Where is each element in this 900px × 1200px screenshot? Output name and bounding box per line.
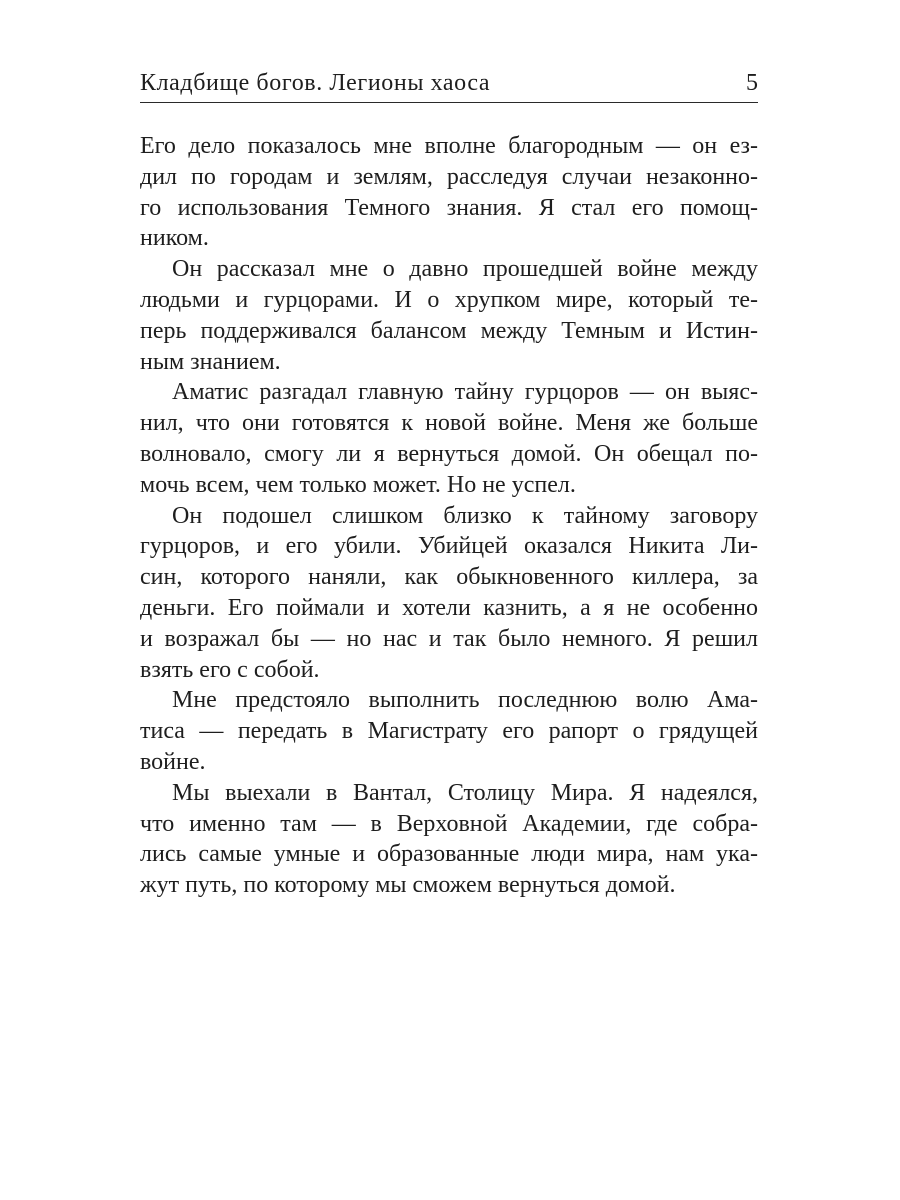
text-line: ным знанием. bbox=[140, 348, 281, 375]
running-title: Кладбище богов. Легионы хаоса bbox=[140, 70, 491, 96]
text-line: что именно там — в Верховной Академии, где собра- bbox=[140, 810, 758, 837]
text-line: Аматис разгадал главную тайну гурцоров — он выяс- bbox=[172, 379, 758, 406]
text-line: войне. bbox=[140, 748, 206, 775]
text-line: мочь всем, чем только может. Но не успел. bbox=[140, 471, 576, 498]
text-line: го использования Темного знания. Я стал его помощ- bbox=[140, 194, 758, 221]
text-line: Он подошел слишком близко к тайному заговору bbox=[172, 502, 758, 529]
page-number: 5 bbox=[746, 70, 758, 96]
text-line: Мне предстояло выполнить последнюю волю Ама- bbox=[172, 687, 758, 714]
text-line: Он рассказал мне о давно прошедшей войне между bbox=[172, 256, 758, 283]
text-line: нил, что они готовятся к новой войне. Меня же больше bbox=[140, 410, 758, 437]
text-line: Мы выехали в Вантал, Столицу Мира. Я надеялся, bbox=[172, 779, 758, 806]
text-line: Его дело показалось мне вполне благородным — он ез- bbox=[140, 133, 758, 159]
text-line: син, которого наняли, как обыкновенного киллера, за bbox=[140, 564, 758, 591]
running-header bbox=[140, 68, 758, 103]
text-line: волновало, смогу ли я вернуться домой. Он обещал по- bbox=[140, 440, 758, 467]
text-line: лись самые умные и образованные люди мира, нам ука- bbox=[140, 841, 758, 868]
text-line: перь поддерживался балансом между Темным и Истин- bbox=[140, 317, 758, 344]
text-line: жут путь, по которому мы сможем вернуться домой. bbox=[140, 872, 676, 899]
text-line: гурцоров, и его убили. Убийцей оказался Никита Ли- bbox=[140, 533, 758, 560]
text-line: взять его с собой. bbox=[140, 656, 320, 683]
text-line: деньги. Его поймали и хотели казнить, а я не особенно bbox=[140, 594, 758, 621]
text-line: ником. bbox=[140, 225, 209, 252]
text-line: и возражал бы — но нас и так было немного. Я решил bbox=[140, 625, 758, 652]
text-line: людьми и гурцорами. И о хрупком мире, который те- bbox=[140, 286, 758, 313]
body-text bbox=[140, 131, 758, 901]
text-line: дил по городам и землям, расследуя случаи незаконно- bbox=[140, 163, 758, 190]
text-line: тиса — передать в Магистрату его рапорт о грядущей bbox=[140, 718, 758, 745]
